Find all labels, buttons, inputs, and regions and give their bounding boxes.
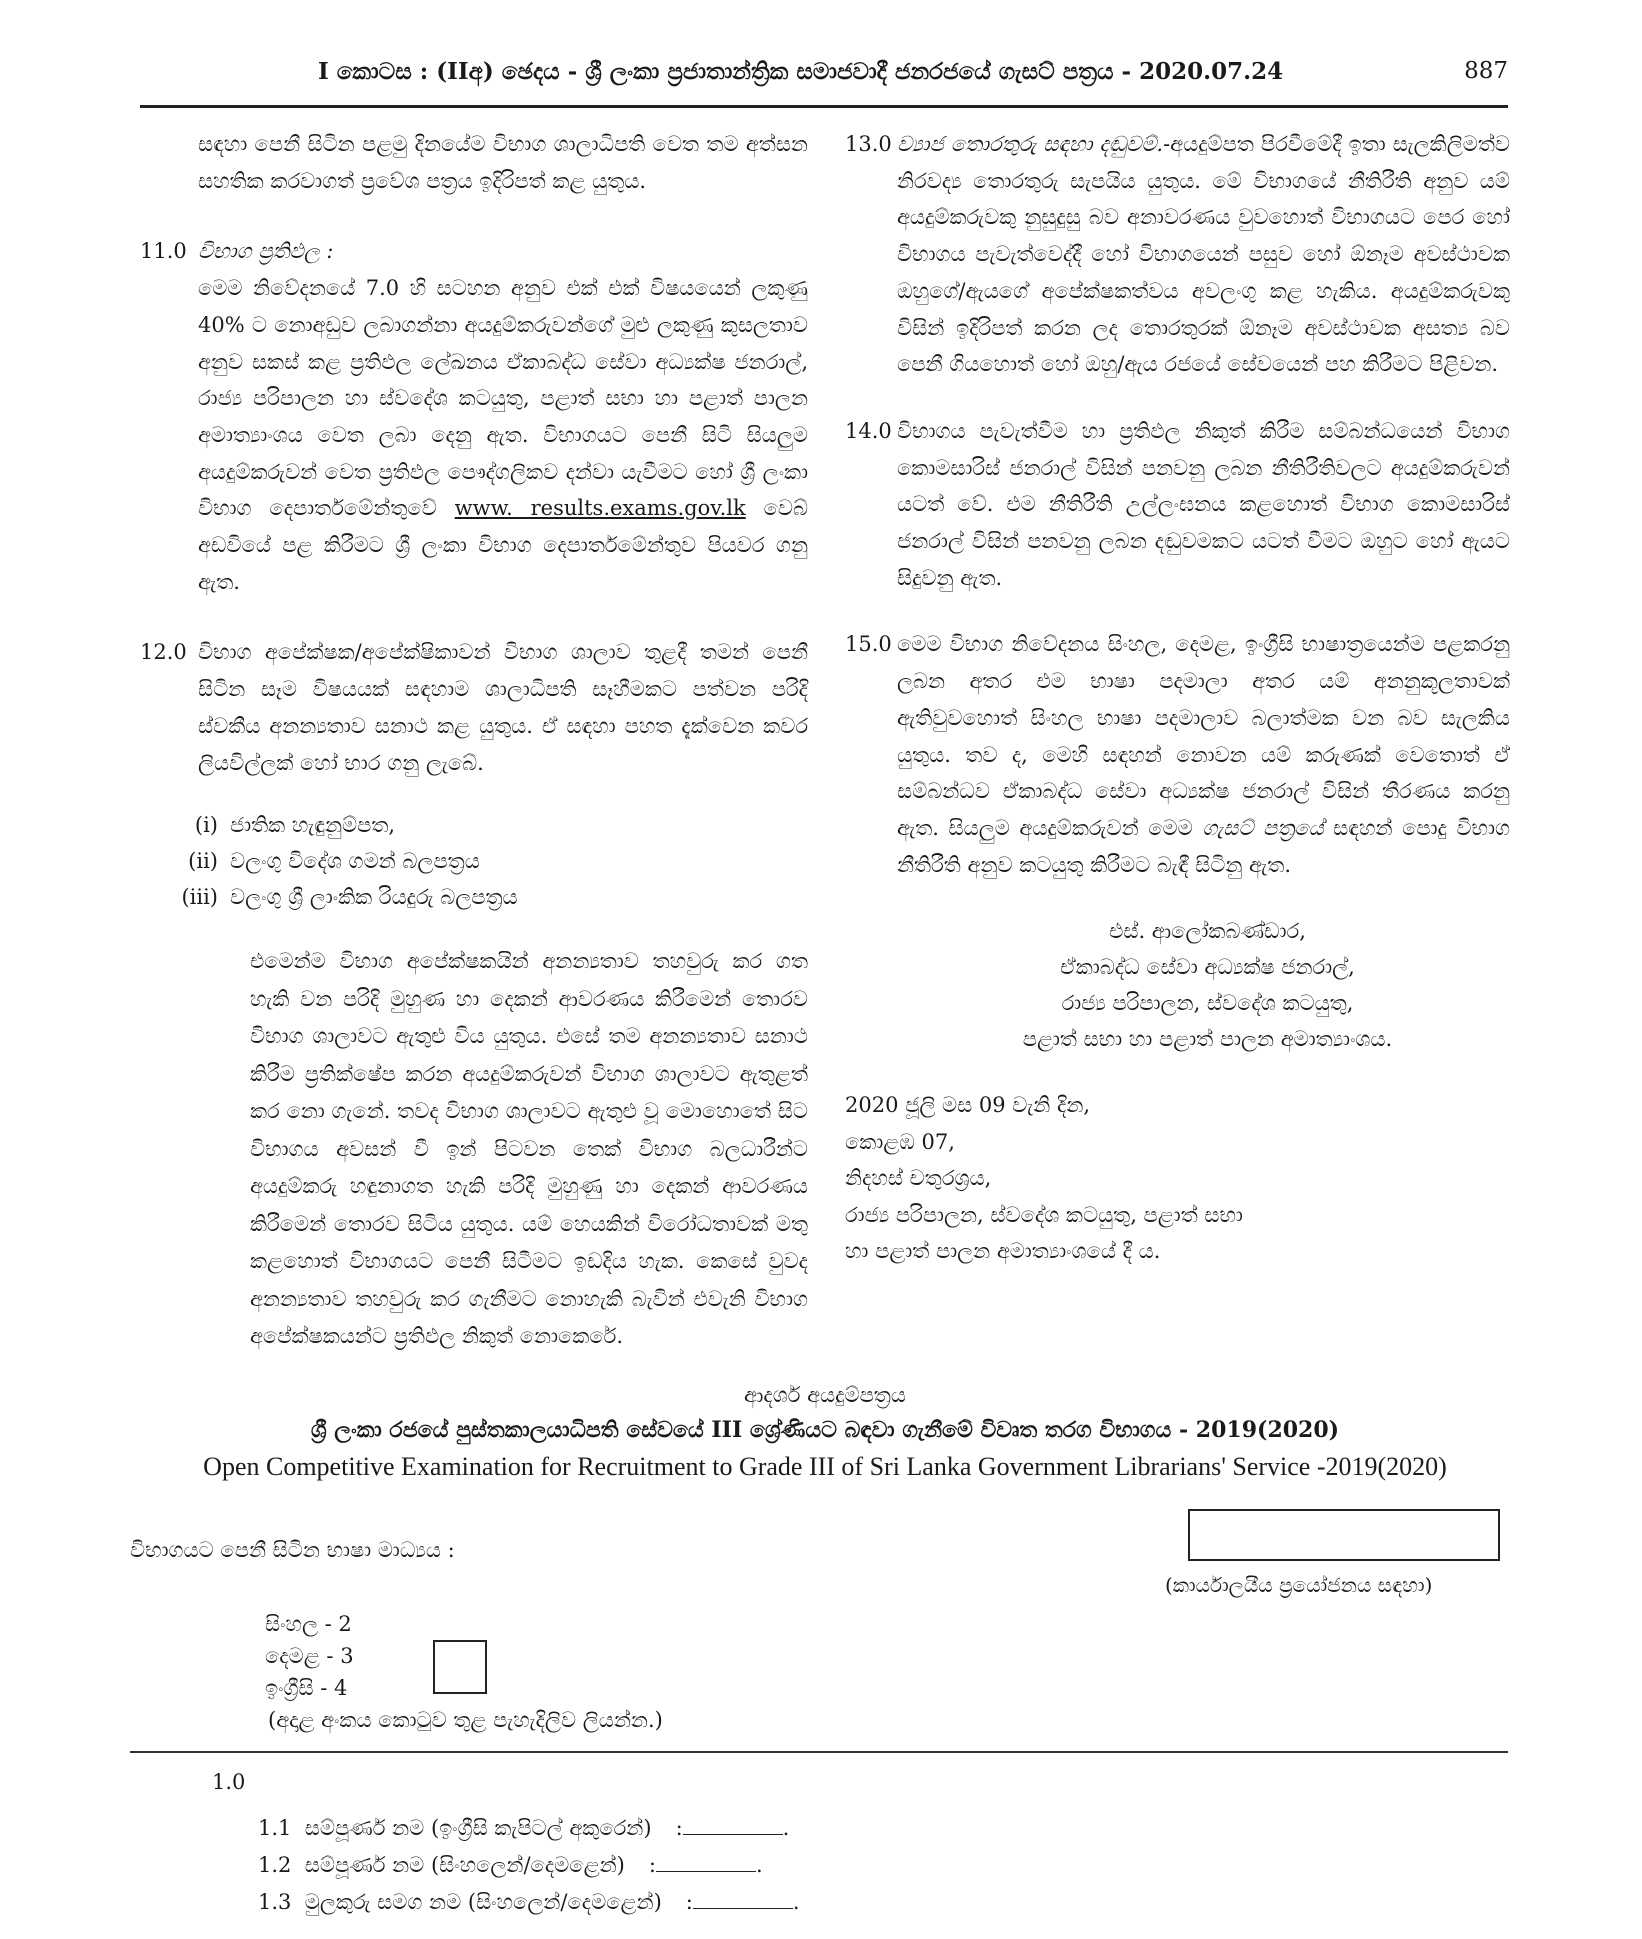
list-text: ජාතික හැඳුනුම්පත,: [230, 813, 396, 838]
list-number: (ii): [188, 849, 218, 874]
list-item: [170, 807, 808, 843]
exam-title-english: Open Competitive Examination for Recruitment to Grade III of Sri Lanka Government Librarians' Service -2019(2020): [203, 1452, 1447, 1481]
signatory-title: ඒකාබද්ධ සේවා අධ්‍යක්ෂ ජනරාල්,: [1060, 955, 1355, 980]
section-12-body: විභාග අපේක්ෂක/අපේක්ෂිකාවන් විභාග ශාලාව තුළදී තමන් පෙනී සිටින සෑම විෂයයක් සඳහාම ශාලාධිපති සෑහීමකට පත්වන පරිදි ස්වකීය අනන්‍යතාව සනාථ කළ යුතුය. ඒ සඳහා පහත දැක්වෙන කවර ලියවිල්ලක් හෝ භාර ගනු ලැබේ.: [198, 640, 808, 775]
issued-city: කොළඹ 07,: [845, 1129, 955, 1154]
field-label: සම්පූර්ණ නම (ඉංග්‍රීසි කැපිටල් අකුරෙන්): [304, 1816, 652, 1840]
signatory-ministry-1: රාජ්‍ය පරිපාලන, ස්වදේශ කටයුතු,: [1061, 991, 1354, 1016]
issued-date: 2020 ජූලි මස 09 වැනි දින,: [845, 1093, 1091, 1118]
intro-paragraph: සඳහා පෙනී සිටින පළමු දිනයේම විභාග ශාලාධිපති වෙත තම අත්සන සහතික කරවාගත් ප්‍රවේශ පත්‍රය ඉදිරිපත් කළ යුතුය.: [198, 132, 808, 193]
section-number: 15.0: [845, 632, 892, 657]
form-divider: [130, 1751, 1508, 1753]
medium-question: විභාගයට පෙනී සිටින භාෂා මාධ්‍යය :: [130, 1538, 455, 1562]
section-11-tail: වෙබ් අඩවියේ පළ කිරීමට ශ්‍රී ලංකා විභාග දෙපාර්තමේන්තුව පියවර ගනු ඇත.: [198, 496, 808, 594]
list-number: (i): [194, 813, 218, 838]
field-separator: :: [685, 1890, 693, 1914]
language-code-box[interactable]: [433, 1640, 487, 1694]
form-section-number: 1.0: [212, 1770, 246, 1794]
issued-block: [845, 1087, 1510, 1270]
form-fields: [258, 1810, 800, 1921]
section-11: [140, 233, 808, 600]
field-label: මුලකුරු සමග නම (සිංහලෙන්/දෙමළෙන්): [304, 1890, 662, 1914]
language-english: ඉංග්‍රීසි - 4: [265, 1676, 348, 1700]
header-rule: [140, 105, 1508, 108]
list-item: [170, 843, 808, 879]
gazette-italic: ගැසට් පත්‍රයේ: [1202, 815, 1324, 840]
model-application-label: ආදර්ශ අයදුම්පත්‍රය: [744, 1383, 906, 1407]
field-full-name-sinhala-tamil: 1.2 සම්පූර්ණ නම (සිංහලෙන්/දෙමළෙන්) : .: [258, 1853, 763, 1877]
section-11-text: මෙම නිවේදනයේ 7.0 හි සටහන අනුව එක් එක් විෂයයෙන් ලකුණු 40% ට නොඅඩුව ලබාගන්නා අයදුම්කරුවන්ගේ මුළු ලකුණු කුසලතාව අනුව සකස් කළ ප්‍රතිඵල ලේඛනය ඒකාබද්ධ සේවා අධ්‍යක්ෂ ජනරාල්, රාජ්‍ය පරිපාලන හා ස්වදේශ කටයුතු, පළාත් සභා හා පළාත් පාලන අමාත්‍යාංශය වෙත ලබා දෙනු ඇත. විභාගයට පෙනී සිටි සියලුම අයදුම්කරුවන් වෙත ප්‍රතිඵල පෞද්ගලිකව දන්වා යැවීමට හෝ ශ්‍රී ලංකා විභාග දෙපාර්තමේන්තුවේ: [198, 276, 808, 521]
language-tamil: දෙමළ - 3: [265, 1644, 354, 1668]
section-14-body: විභාගය පැවැත්වීම හා ප්‍රතිඵල නිකුත් කිරීම සම්බන්ධයෙන් විභාග කොමසාරිස් ජනරාල් විසින් පනවනු ලබන නීතිරීතිවලට අයදුම්කරුවන් යටත් වේ. එම නීතිරීති උල්ලංඝනය කළහොත් විභාග කොමසාරිස් ජනරාල් විසින් පනවනු ලබන දඬුවමකට යටත් වීමට ඔහුට හෝ ඇයට සිදුවනු ඇත.: [897, 418, 1510, 590]
section-15: [845, 626, 1510, 883]
field-full-name-english: 1.1 සම්පූර්ණ නම (ඉංග්‍රීසි කැපිටල් අකුරෙන්) : .: [258, 1816, 790, 1840]
field-number: 1.1: [258, 1816, 292, 1840]
section-15-body-b: සඳහන් පොදු විභාග නීතිරීති අනුව කටයුතු කිරීමට බැඳී සිටිනු ඇත.: [897, 815, 1510, 877]
gazette-title: I කොටස : (IIඅ) ඡෙදය - ශ්‍රී ලංකා ප්‍රජාතාන්ත්‍රික සමාජවාදී ජනරජයේ ගැසට් පත්‍රය - 2020.07.24: [318, 58, 1284, 85]
results-link[interactable]: www. results.exams.gov.lk: [454, 496, 746, 521]
language-sinhala: සිංහල - 2: [265, 1612, 352, 1636]
field-label: සම්පූර්ණ නම (සිංහලෙන්/දෙමළෙන්): [304, 1853, 625, 1877]
list-number: (iii): [181, 885, 218, 910]
signature-block: [845, 913, 1510, 1057]
exam-title-sinhala: ශ්‍රී ලංකා රජයේ පුස්තකාලයාධිපති සේවයේ III ශ්‍රේණියට බඳවා ගැනීමේ විවෘත තරග විභාගය - 2019(2020): [310, 1417, 1340, 1443]
section-11-body: [198, 270, 808, 600]
field-number: 1.2: [258, 1853, 292, 1877]
issued-ministry-1: රාජ්‍ය පරිපාලන, ස්වදේශ කටයුතු, පළාත් සභා: [845, 1202, 1243, 1227]
office-use-label: (කාර්යාලයීය ප්‍රයෝජනය සඳහා): [1165, 1573, 1433, 1597]
section-number: 13.0: [845, 132, 892, 156]
section-heading: විභාග ප්‍රතිඵල :: [198, 239, 334, 264]
field-separator: :: [648, 1853, 656, 1877]
office-use-box[interactable]: [1188, 1509, 1500, 1561]
name-initials-blank[interactable]: [693, 1908, 793, 1909]
field-separator: :: [675, 1816, 683, 1840]
left-column: [140, 126, 808, 1356]
section-14: [845, 413, 1510, 597]
application-header: [130, 1378, 1520, 1486]
list-item: [170, 879, 808, 915]
list-text: වලංගු ශ්‍රී ලාංකික රියදුරු බලපත්‍රය: [230, 885, 518, 910]
issued-place: නිදහස් චතුරශ්‍රය,: [845, 1166, 992, 1191]
field-number: 1.3: [258, 1890, 292, 1914]
list-text: වලංගු විදේශ ගමන් බලපත්‍රය: [230, 849, 480, 874]
section-13: [845, 126, 1510, 383]
page-number: 887: [1464, 58, 1508, 84]
full-name-sinhala-blank[interactable]: [656, 1871, 756, 1872]
section-number: 14.0: [845, 418, 892, 443]
right-column: [845, 126, 1510, 1270]
id-document-list: [140, 807, 808, 915]
section-12: [140, 634, 808, 781]
section-15-body-a: මෙම විභාග නිවේදනය සිංහල, දෙමළ, ඉංග්‍රීසි භාෂාත්‍රයෙන්ම පළකරනු ලබන අතර එම භාෂා පදමාලා අතර යම් අනනුකූලතාවක් ඇතිවුවහොත් සිංහල භාෂා පදමාලාව බලාත්මක වන බව සැලකිය යුතුය. තව ද, මෙහි සඳහන් නොවන යම් කරුණක් වෙතොත් ඒ සම්බන්ධව ඒකාබද්ධ සේවා අධ්‍යක්ෂ ජනරාල් විසින් තීරණය කරනු ඇත. සියලුම අයදුම්කරුවන් මෙම: [897, 632, 1510, 840]
identity-paragraph: එමෙන්ම විභාග අපේක්ෂකයින් අනන්‍යතාව තහවුරු කර ගත හැකි වන පරිදි මුහුණ හා දෙකන් ආවරණය කිරීමෙන් තොරව විභාග ශාලාවට ඇතුළු විය යුතුය. එසේ තම අනන්‍යතාව සනාථ කිරීම ප්‍රතික්ෂේප කරන අයදුම්කරුවන් විභාග ශාලාවට ඇතුළත් කර නො ගැනේ. තවද විභාග ශාලාවට ඇතුළු වූ මොහොතේ සිට විභාගය අවසන් වී ඉන් පිටවන තෙක් විභාග බලධාරීන්ට අයදුම්කරු හඳුනාගත හැකි පරිදි මුහුණු හා දෙකන් ආවරණය කිරීමෙන් තොරව සිටිය යුතුය. යම් හෙයකින් විරෝධතාවක් මතු කළහොත් විභාගයට පෙනී සිටීමට ඉඩදිය හැක. කෙසේ වුවද අනන්‍යතාව තහවුරු කර ගැනීමට නොහැකි බැවින් එවැනි විභාග අපේක්ෂකයන්ට ප්‍රතිඵල නිකුත් නොකෙරේ.: [250, 949, 808, 1349]
section-13-body: -අයදුම්පත පිරවීමේදී ඉතා සැලකිලිමත්ව නිරවද්‍ය තොරතුරු සැපයිය යුතුය. මේ විභාගයේ නීතිරීති අනුව යම් අයදුම්කරුවකු නුසුදුසු බව අනාවරණය වුවහොත් විභාගයට පෙර හෝ විභාගය පැවැත්වෙද්දී හෝ විභාගයෙන් පසුව හෝ ඕනෑම අවස්ථාවක ඔහුගේ/ඇයගේ අපේක්ෂකත්වය අවලංගු කළ හැකිය. අයදුම්කරුවකු විසින් ඉදිරිපත් කරන ලද තොරතුරක් ඕනෑම අවස්ථාවක අසත්‍ය බව පෙනී ගියහොත් හෝ ඔහු/ඇය රජයේ සේවයෙන් පහ කිරීමට පිළිවන.: [897, 132, 1510, 377]
language-note: (අදාළ අංකය කොටුව තුළ පැහැදිලිව ලියන්න.): [268, 1708, 663, 1732]
field-name-with-initials: 1.3 මුලකුරු සමග නම (සිංහලෙන්/දෙමළෙන්) : .: [258, 1890, 800, 1914]
section-number: 11.0: [140, 239, 187, 264]
full-name-english-blank[interactable]: [683, 1834, 783, 1835]
gazette-header: [140, 58, 1508, 98]
signatory-ministry-2: පළාත් සභා හා පළාත් පාලන අමාත්‍යාංශය.: [1022, 1027, 1393, 1052]
issued-ministry-2: හා පළාත් පාලන අමාත්‍යාංශයේ දී ය.: [845, 1239, 1161, 1264]
language-options: [265, 1608, 354, 1704]
section-heading: ව්‍යාජ තොරතුරු සඳහා දඬුවම්.: [897, 132, 1164, 156]
section-number: 12.0: [140, 640, 187, 665]
signatory-name: එස්. ආලෝකබණ්ඩාර,: [1109, 919, 1306, 944]
